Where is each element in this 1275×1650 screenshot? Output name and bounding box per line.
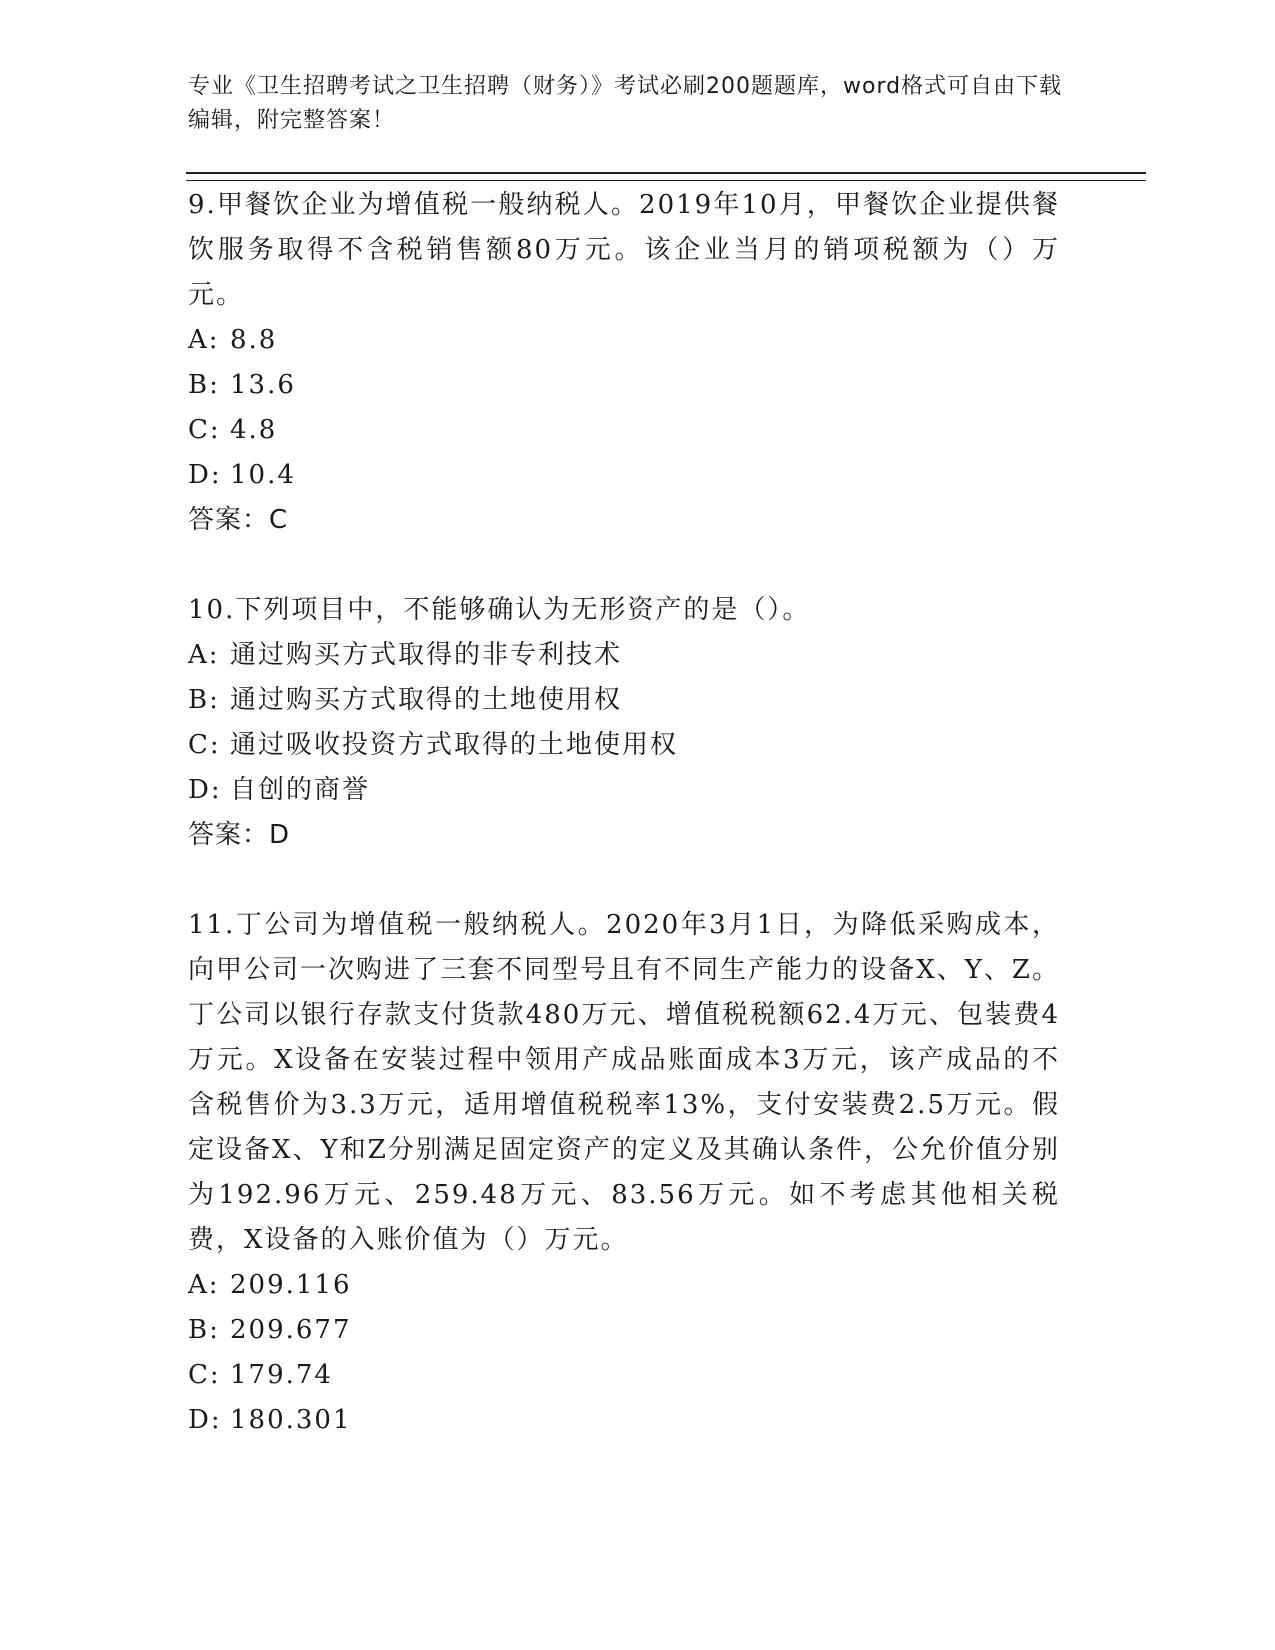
question-10 (188, 588, 1088, 858)
document-page (188, 70, 1088, 1443)
option-text: 209.116 (230, 1270, 352, 1300)
question-9 (188, 183, 1088, 543)
option-d (188, 1398, 1088, 1443)
option-text: 13.6 (230, 370, 296, 400)
spacer (188, 543, 1088, 588)
option-key: B: (188, 685, 220, 715)
document-header: 专业《卫生招聘考试之卫生招聘（财务）》考试必刷200题题库，word格式可自由下载编辑，附完整答案！ (188, 74, 1063, 133)
option-d (188, 768, 1088, 813)
option-b (188, 363, 1088, 408)
option-key: C: (188, 415, 221, 445)
option-key: C: (188, 1360, 221, 1390)
option-text: 通过吸收投资方式取得的土地使用权 (230, 730, 679, 760)
option-c (188, 1353, 1088, 1398)
option-a (188, 1263, 1088, 1308)
question-stem: 9.甲餐饮企业为增值税一般纳税人。2019年10月，甲餐饮企业提供餐饮服务取得不含税销售额80万元。该企业当月的销项税额为（）万元。 (188, 190, 1060, 310)
option-text: 209.677 (230, 1315, 352, 1345)
question-11 (188, 903, 1088, 1443)
option-text: 179.74 (230, 1360, 333, 1390)
question-stem: 11.丁公司为增值税一般纳税人。2020年3月1日，为降低采购成本，向甲公司一次购进了三套不同型号且有不同生产能力的设备X、Y、Z。丁公司以银行存款支付货款480万元、增值税税额62.4万元、包装费4万元。X设备在安装过程中领用产成品账面成本3万元，该产成品的不含税售价为3.3万元，适用增值税税率13%，支付安装费2.5万元。假定设备X、Y和Z分别满足固定资产的定义及其确认条件，公允价值分别为192.96万元、259.48万元、83.56万元。如不考虑其他相关税费，X设备的入账价值为（）万元。 (188, 910, 1060, 1255)
option-key: A: (188, 1270, 220, 1300)
spacer (188, 858, 1088, 903)
header-divider (186, 172, 1146, 181)
option-text: 8.8 (230, 325, 278, 355)
option-key: A: (188, 325, 220, 355)
option-key: D: (188, 460, 222, 490)
option-key: D: (188, 1405, 222, 1435)
option-text: 通过购买方式取得的土地使用权 (230, 685, 623, 715)
option-a (188, 633, 1088, 678)
option-d (188, 453, 1088, 498)
answer-line: 答案：D (188, 820, 291, 850)
answer-line: 答案：C (188, 505, 289, 535)
option-key: B: (188, 370, 220, 400)
option-c (188, 408, 1088, 453)
option-text: 通过购买方式取得的非专利技术 (230, 640, 623, 670)
option-key: A: (188, 640, 220, 670)
option-text: 10.4 (230, 460, 296, 490)
option-text: 自创的商誉 (230, 775, 371, 805)
option-a (188, 318, 1088, 363)
option-key: D: (188, 775, 222, 805)
option-key: C: (188, 730, 221, 760)
option-b (188, 1308, 1088, 1353)
option-text: 4.8 (230, 415, 278, 445)
option-b (188, 678, 1088, 723)
option-text: 180.301 (230, 1405, 352, 1435)
question-stem: 10.下列项目中，不能够确认为无形资产的是（）。 (188, 595, 811, 625)
option-key: B: (188, 1315, 220, 1345)
option-c (188, 723, 1088, 768)
